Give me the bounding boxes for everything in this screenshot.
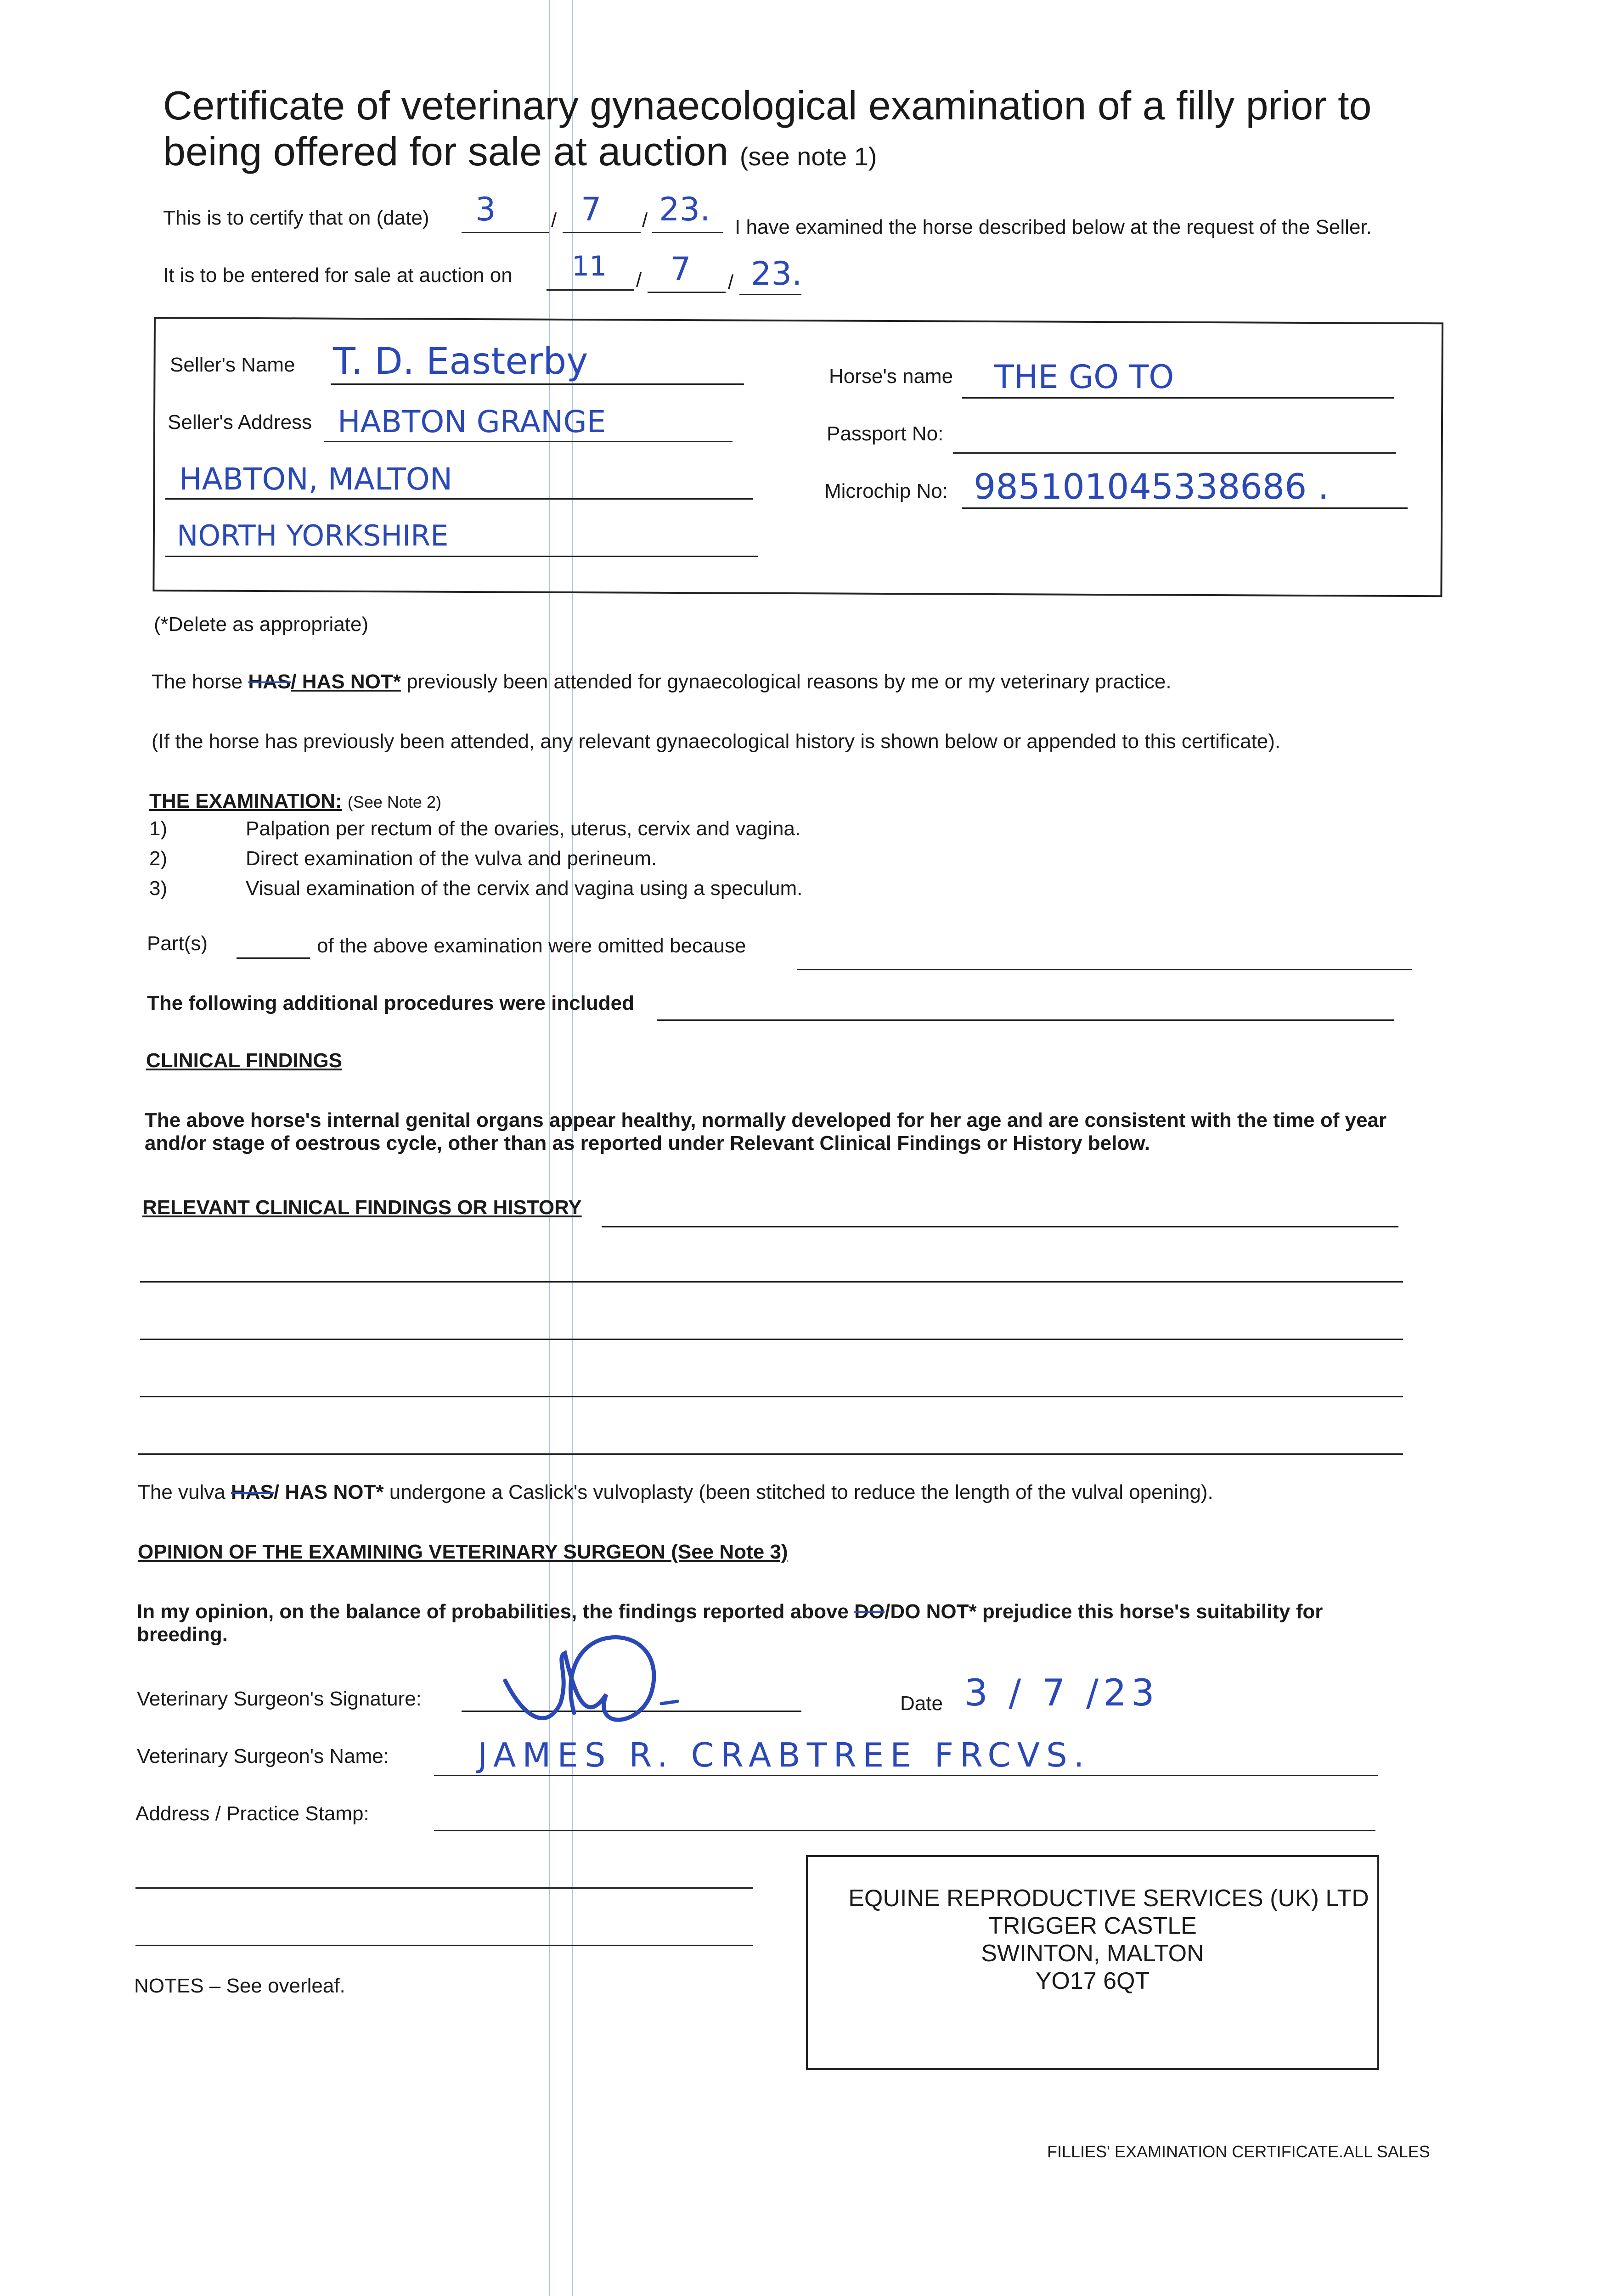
seller-address-1: HABTON GRANGE (338, 404, 606, 439)
stamp-line-2: TRIGGER CASTLE (988, 1913, 1197, 1939)
horse-name-value: THE GO TO (994, 358, 1174, 396)
examination-item-text: Direct examination of the vulva and perineum. (246, 847, 657, 870)
date-value: 3 / 7 /23 (964, 1671, 1159, 1714)
auction-day: 11 (572, 250, 607, 282)
address-line-1 (434, 1830, 1375, 1831)
opinion-suffix: prejudice this horse's suitability for (982, 1600, 1323, 1623)
examination-item-text: Palpation per rectum of the ovaries, uterus, cervix and vagina. (246, 817, 801, 840)
certify-prefix: This is to certify that on (date) (163, 207, 429, 229)
clinical-text (145, 1109, 1591, 1155)
certify-month: 7 (581, 191, 602, 228)
delete-note: (*Delete as appropriate) (154, 613, 369, 636)
auction-month: 7 (671, 250, 691, 288)
stamp-line-4: YO17 6QT (1035, 1968, 1150, 1994)
examination-item (149, 877, 802, 900)
examination-item (149, 847, 657, 870)
seller-address-line-3 (165, 556, 758, 557)
vet-signature-mark (496, 1626, 689, 1745)
title-line-2 (163, 129, 1587, 180)
stamp-text (808, 1885, 1377, 1995)
relevant-line-5 (138, 1453, 1403, 1455)
opinion-do-not: /DO NOT* (885, 1600, 977, 1623)
auction-year-line (739, 294, 801, 295)
examination-item-num: 3) (149, 877, 168, 900)
history-note: (If the horse has previously been attended, any relevant gynaecological history is shown below or appended to this certificate). (152, 730, 1281, 753)
relevant-line-4 (140, 1396, 1403, 1397)
vet-name-label: Veterinary Surgeon's Name: (137, 1745, 389, 1767)
auction-sep-1: / (636, 269, 642, 291)
title-line-2-text: being offered for sale at auction (163, 129, 729, 174)
attended-suffix: previously been attended for gynaecological reasons by me or my veterinary practice. (406, 670, 1172, 693)
vet-name-value: JAMES R. CRABTREE FRCVS. (478, 1736, 1091, 1774)
omitted-middle: of the above examination were omitted because (317, 934, 746, 957)
opinion-line-1 (137, 1600, 1606, 1623)
passport-label: Passport No: (827, 422, 944, 445)
examination-item-num: 2) (149, 847, 168, 870)
certify-sep-2: / (642, 209, 648, 231)
address-line-2 (135, 1887, 753, 1889)
auction-prefix: It is to be entered for sale at auction on (163, 264, 513, 287)
vulva-prefix: The vulva (138, 1481, 225, 1503)
certify-year-line (652, 232, 723, 233)
vulva-has-struck: HAS (231, 1481, 274, 1503)
vet-name-line (434, 1775, 1378, 1776)
attended-has-struck: HAS (248, 670, 291, 693)
microchip-label: Microchip No: (824, 480, 948, 502)
seller-address-2: HABTON, MALTON (179, 461, 453, 497)
clinical-text-line-1: The above horse's internal genital organs appear healthy, normally developed for her age and are consistent with the time of year (145, 1109, 1387, 1131)
certify-day-line (462, 232, 549, 233)
examination-note: (See Note 2) (347, 793, 441, 811)
clinical-text-line-2: and/or stage of oestrous cycle, other than as reported under Relevant Clinical Findings or History below. (145, 1132, 1150, 1154)
page-title (163, 83, 1587, 180)
title-note: (see note 1) (739, 142, 877, 171)
examination-heading-row (149, 790, 441, 813)
seller-name-label: Seller's Name (170, 354, 295, 376)
attended-has-not: / HAS NOT* (291, 670, 401, 693)
attended-prefix: The horse (152, 670, 243, 693)
horse-name-line (962, 397, 1394, 399)
opinion-line-2: breeding. (137, 1623, 228, 1646)
attended-statement (152, 670, 1172, 693)
passport-line (953, 452, 1396, 454)
examination-item-text: Visual examination of the cervix and vagina using a speculum. (246, 877, 803, 900)
seller-address-label: Seller's Address (168, 411, 312, 433)
seller-address-line-2 (165, 498, 753, 500)
auction-month-line (648, 292, 726, 293)
auction-sep-2: / (728, 271, 734, 293)
vulva-has-not: / HAS NOT* (273, 1481, 384, 1503)
address-line-3 (135, 1945, 753, 1946)
opinion-prefix: In my opinion, on the balance of probabilities, the findings reported above (137, 1600, 849, 1623)
omitted-parts-line (237, 957, 310, 959)
opinion-statement (137, 1600, 1606, 1646)
seller-name-value: T. D. Easterby (333, 340, 588, 383)
certify-year: 23. (659, 191, 710, 228)
vulva-statement (138, 1481, 1213, 1504)
clinical-heading: CLINICAL FINDINGS (146, 1049, 342, 1072)
seller-address-line-1 (324, 441, 733, 442)
title-line-1: Certificate of veterinary gynaecological examination of a filly prior to (163, 83, 1372, 128)
microchip-line (962, 507, 1408, 509)
additional-procedures: The following additional procedures were included (147, 992, 635, 1014)
omitted-reason-line (797, 969, 1412, 970)
opinion-do-struck: DO (854, 1600, 885, 1623)
certify-day: 3 (475, 191, 496, 228)
seller-address-3: NORTH YORKSHIRE (177, 519, 449, 552)
relevant-line-1 (602, 1226, 1398, 1227)
relevant-line-2 (140, 1281, 1403, 1283)
footer-label: FILLIES' EXAMINATION CERTIFICATE.ALL SALES (1047, 2142, 1430, 2161)
examination-item-num: 1) (149, 817, 168, 840)
certify-sep-1: / (551, 209, 557, 231)
opinion-heading: OPINION OF THE EXAMINING VETERINARY SURGEON (See Note 3) (138, 1541, 788, 1563)
notes: NOTES – See overleaf. (134, 1975, 345, 1997)
signature-label: Veterinary Surgeon's Signature: (137, 1688, 422, 1710)
auction-day-line (547, 289, 634, 291)
auction-year: 23. (751, 255, 802, 293)
microchip-value: 985101045338686 . (974, 466, 1329, 507)
vulva-suffix: undergone a Caslick's vulvoplasty (been stitched to reduce the length of the vulval opening). (389, 1481, 1213, 1503)
examination-heading: THE EXAMINATION: (149, 790, 342, 812)
additional-line (657, 1019, 1394, 1021)
seller-name-line (331, 383, 744, 385)
horse-name-label: Horse's name (829, 365, 953, 388)
date-label: Date (900, 1692, 943, 1715)
certify-month-line (563, 232, 641, 233)
stamp-line-1: EQUINE REPRODUCTIVE SERVICES (UK) LTD (848, 1885, 1369, 1912)
relevant-line-3 (140, 1339, 1403, 1340)
address-stamp-label: Address / Practice Stamp: (135, 1802, 369, 1825)
stamp-line-3: SWINTON, MALTON (981, 1940, 1204, 1967)
certify-suffix: I have examined the horse described below at the request of the Seller. (735, 216, 1372, 238)
practice-stamp (806, 1855, 1379, 2070)
omitted-prefix: Part(s) (147, 932, 208, 955)
examination-item (149, 817, 800, 840)
relevant-heading: RELEVANT CLINICAL FINDINGS OR HISTORY (142, 1196, 582, 1219)
